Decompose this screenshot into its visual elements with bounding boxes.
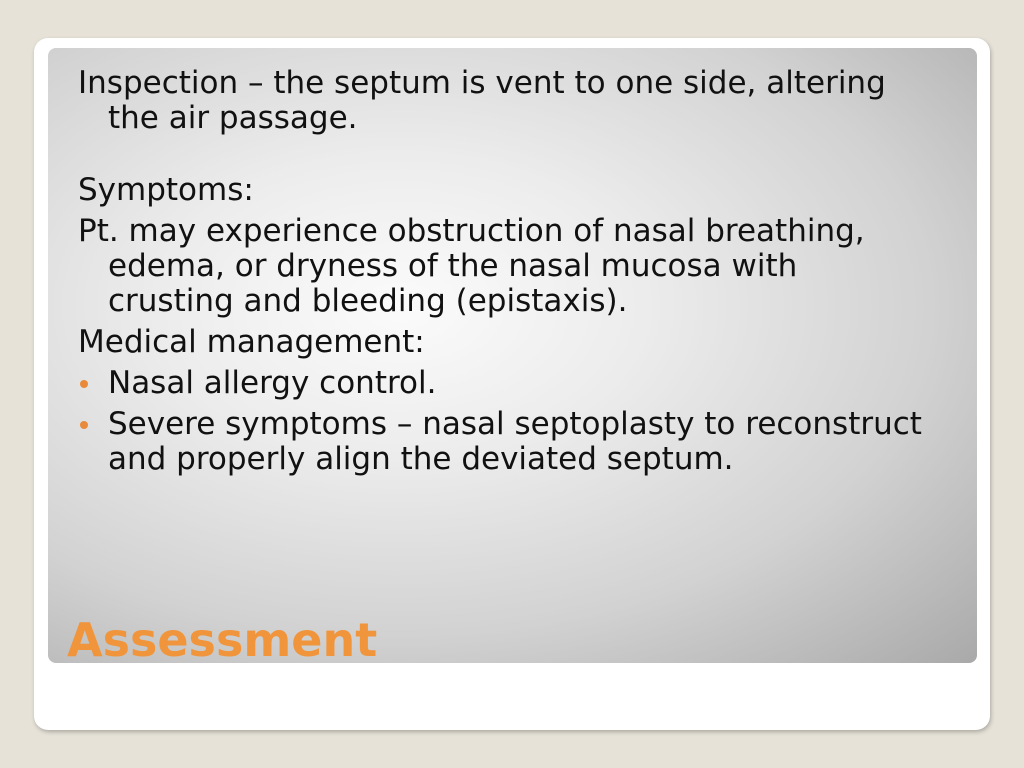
paragraph-inspection: Inspection – the septum is vent to one side, altering the air passage.	[78, 65, 886, 136]
slide-title: Assessment	[67, 613, 378, 663]
bullet-text: Nasal allergy control.	[108, 365, 437, 401]
paragraph-symptoms-heading: Symptoms:	[78, 172, 254, 208]
bullet-item	[78, 366, 928, 401]
bullet-item	[78, 407, 928, 477]
bullet-dot-icon	[80, 421, 88, 429]
slide-body	[78, 66, 928, 477]
paragraph-medical-management: Medical management:	[78, 324, 425, 360]
bullet-text: Severe symptoms – nasal septoplasty to reconstruct and properly align the deviated septum.	[108, 406, 922, 477]
paragraph-symptoms-detail: Pt. may experience obstruction of nasal breathing, edema, or dryness of the nasal mucosa with crusting and bleeding (epistaxis).	[78, 213, 865, 319]
slide-content-panel	[48, 48, 977, 663]
bullet-dot-icon	[80, 380, 88, 388]
